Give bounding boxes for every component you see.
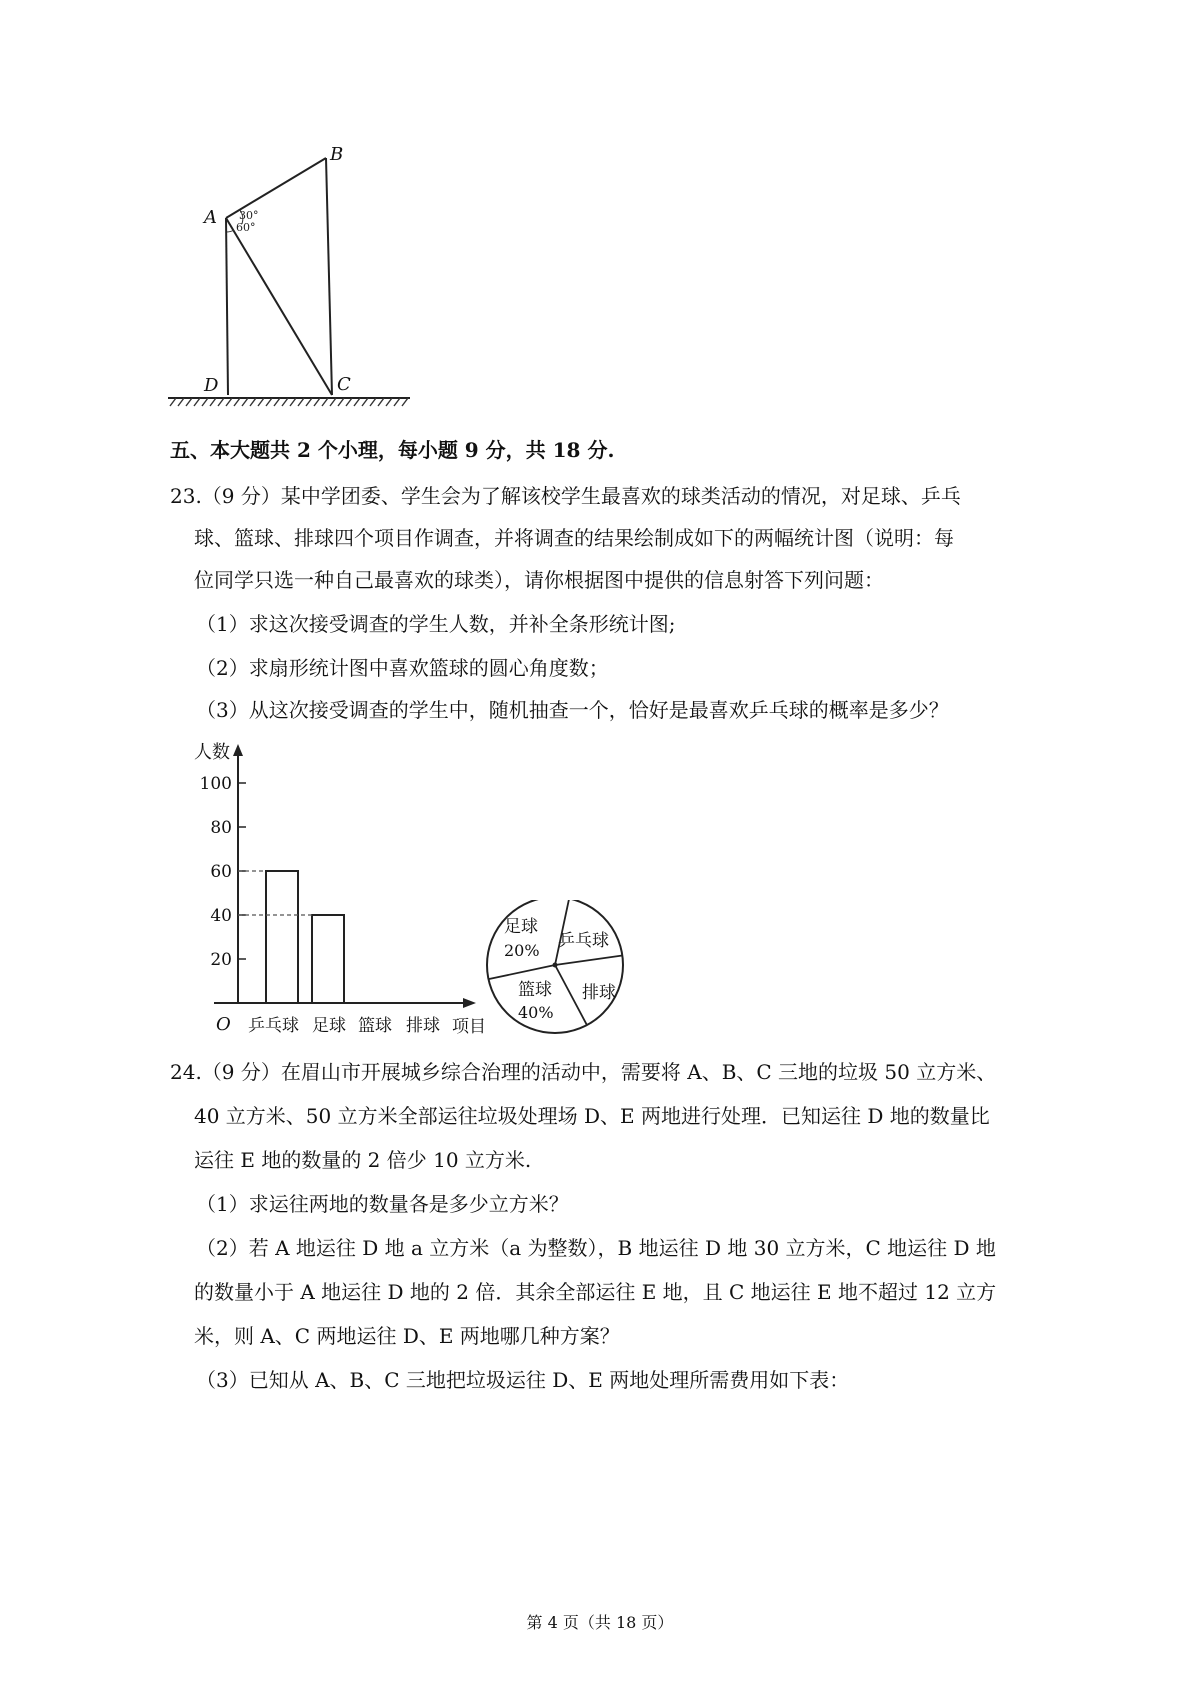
hatch-mark — [274, 398, 280, 406]
hatch-mark — [322, 398, 328, 406]
hatch-mark — [314, 398, 320, 406]
hatch-mark — [386, 398, 392, 406]
y-tick-label: 40 — [210, 906, 232, 926]
hatch-mark — [306, 398, 312, 406]
hatch-mark — [178, 398, 184, 406]
hatch-mark — [282, 398, 288, 406]
hatch-mark — [194, 398, 200, 406]
hatch-mark — [370, 398, 376, 406]
pie-slice-label: 乒乓球 — [558, 931, 609, 951]
hatch-mark — [298, 398, 304, 406]
x-tick-label: 足球 — [312, 1016, 346, 1036]
pie-slice-label: 排球 — [582, 983, 616, 1003]
hatch-mark — [290, 398, 296, 406]
q24-line-1: 24.（9 分）在眉山市开展城乡综合治理的活动中，需要将 A、B、C 三地的垃圾 50 立方米、 — [170, 1060, 997, 1084]
segment-ac — [226, 218, 332, 395]
x-tick-label: 排球 — [406, 1016, 440, 1036]
hatch-mark — [250, 398, 256, 406]
q24-sub-2-line-1: （2）若 A 地运往 D 地 a 立方米（a 为整数），B 地运往 D 地 30 立方米，C 地运往 D 地 — [196, 1236, 996, 1260]
hatch-mark — [266, 398, 272, 406]
hatch-mark — [218, 398, 224, 406]
pie-slice-label: 足球 — [504, 917, 538, 937]
y-tick-label: 100 — [199, 774, 232, 794]
hatch-mark — [362, 398, 368, 406]
y-tick-label: 80 — [210, 818, 232, 838]
point-label-b: B — [330, 144, 344, 165]
hatch-mark — [226, 398, 232, 406]
hatch-mark — [402, 398, 408, 406]
bar-chart — [186, 738, 496, 1038]
hatch-mark — [378, 398, 384, 406]
hatch-mark — [346, 398, 352, 406]
hatch-mark — [258, 398, 264, 406]
pie-slice-percent: 40% — [518, 1003, 554, 1022]
hatch-mark — [338, 398, 344, 406]
q23-sub-1: （1）求这次接受调查的学生人数，并补全条形统计图; — [196, 612, 676, 636]
q23-line-2: 球、篮球、排球四个项目作调查，并将调查的结果绘制成如下的两幅统计图（说明：每 — [194, 526, 954, 550]
q24-line-2: 40 立方米、50 立方米全部运往垃圾处理场 D、E 两地进行处理．已知运往 D 地的数量比 — [194, 1104, 990, 1128]
bar — [266, 871, 298, 1003]
hatch-mark — [210, 398, 216, 406]
ground-hatching — [170, 398, 408, 406]
y-tick-label: 20 — [210, 950, 232, 970]
q24-line-3: 运往 E 地的数量的 2 倍少 10 立方米. — [194, 1148, 532, 1172]
point-label-a: A — [204, 207, 217, 228]
hatch-mark — [394, 398, 400, 406]
q23-sub-2: （2）求扇形统计图中喜欢篮球的圆心角度数； — [196, 656, 609, 680]
q23-line-1: 23.（9 分）某中学团委、学生会为了解该校学生最喜欢的球类活动的情况，对足球、乒乓 — [170, 484, 961, 508]
hatch-mark — [330, 398, 336, 406]
hatch-mark — [242, 398, 248, 406]
hatch-mark — [234, 398, 240, 406]
pie-center — [553, 963, 558, 968]
section-heading: 五、本大题共 2 个小理，每小题 9 分，共 18 分. — [170, 438, 615, 462]
x-tick-label: 篮球 — [358, 1016, 392, 1036]
angle-label-60: 60° — [236, 221, 256, 234]
q23-line-3: 位同学只选一种自己最喜欢的球类），请你根据图中提供的信息射答下列问题： — [194, 568, 884, 592]
hatch-mark — [354, 398, 360, 406]
x-axis-arrow — [463, 998, 476, 1008]
q24-sub-1: （1）求运往两地的数量各是多少立方米？ — [196, 1192, 569, 1216]
q24-sub-2-line-3: 米，则 A、C 两地运往 D、E 两地哪几种方案？ — [194, 1324, 620, 1348]
hatch-mark — [186, 398, 192, 406]
pie-chart — [480, 900, 630, 1050]
point-label-c: C — [337, 374, 351, 395]
geometry-figure — [160, 140, 420, 420]
page-footer: 第 4 页（共 18 页） — [526, 1613, 674, 1632]
origin-label: O — [216, 1014, 231, 1035]
pie-slice-label: 篮球 — [518, 980, 552, 1000]
bar — [312, 915, 344, 1003]
hatch-mark — [202, 398, 208, 406]
y-tick-label: 60 — [210, 862, 232, 882]
segment-bc — [326, 158, 332, 395]
segment-ad — [226, 218, 228, 395]
y-axis-label: 人数 — [194, 742, 230, 763]
x-tick-label: 乒乓球 — [248, 1016, 299, 1036]
q23-sub-3: （3）从这次接受调查的学生中，随机抽查一个，恰好是最喜欢乒乓球的概率是多少？ — [196, 698, 949, 722]
point-label-d: D — [204, 375, 219, 396]
y-axis-arrow — [233, 744, 243, 756]
angle-arc-60 — [227, 230, 234, 232]
angle-label-30: 30° — [239, 209, 259, 222]
q24-sub-3: （3）已知从 A、B、C 三地把垃圾运往 D、E 两地处理所需费用如下表： — [196, 1368, 850, 1392]
pie-slice-percent: 20% — [504, 941, 540, 960]
q24-sub-2-line-2: 的数量小于 A 地运往 D 地的 2 倍．其余全部运往 E 地，且 C 地运往 E 地不超过 12 立方 — [194, 1280, 997, 1304]
hatch-mark — [170, 398, 176, 406]
x-axis-label: 项目 — [452, 1017, 486, 1037]
